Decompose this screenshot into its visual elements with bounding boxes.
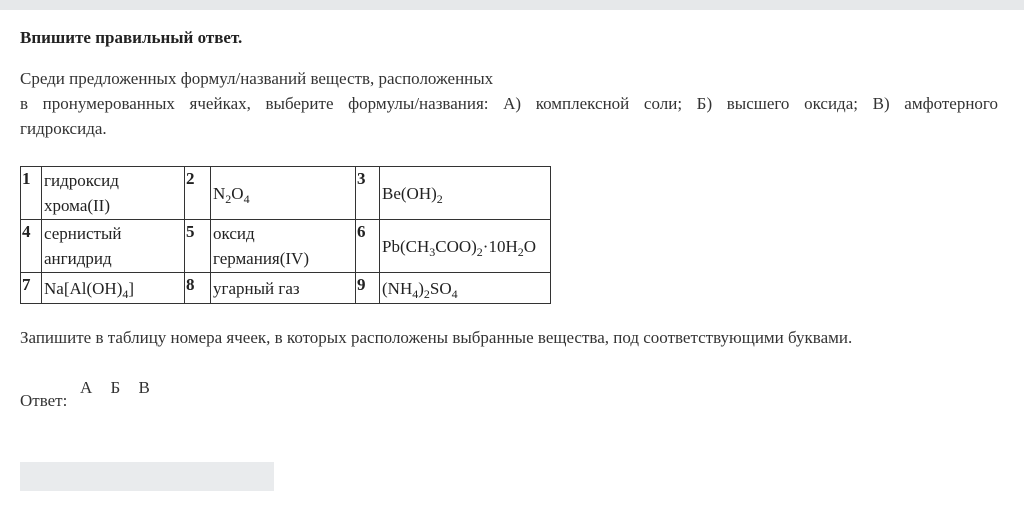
answer-label: Ответ: — [20, 391, 68, 410]
cell-number: 6 — [356, 220, 380, 273]
cell-number: 5 — [185, 220, 211, 273]
answer-letter-a: А — [80, 378, 93, 397]
cell-substance: угарный газ — [211, 273, 356, 304]
cell-number: 7 — [21, 273, 42, 304]
answer-letter-b: Б — [110, 378, 121, 397]
task-footer-text: Запишите в таблицу номера ячеек, в которых расположены выбранные вещества, под соответствующими буквами. — [20, 328, 853, 347]
cell-substance: гидроксид хрома(II) — [42, 167, 185, 220]
answer-input[interactable] — [20, 462, 274, 491]
task-line-1: Среди предложенных формул/названий веществ, расположенных — [20, 69, 494, 88]
cell-number: 3 — [356, 167, 380, 220]
instruction-heading: Впишите правильный ответ. — [20, 28, 243, 47]
cell-number: 9 — [356, 273, 380, 304]
task-description — [20, 66, 998, 141]
cell-substance: $Be(OH)_2$ — [380, 167, 551, 220]
cell-substance: $Na[Al(OH)_4]$ — [42, 273, 185, 304]
task-line-2: в пронумерованных ячейках, выберите формулы/названия: А) комплексной соли; Б) высшего оксида; В) амфотерного — [20, 94, 998, 113]
table-row — [21, 167, 551, 220]
cell-number: 4 — [21, 220, 42, 273]
cell-substance: $N_2O_4$ — [211, 167, 356, 220]
cell-substance: $(NH_4)_2SO_4$ — [380, 273, 551, 304]
answer-letter-v: В — [138, 378, 150, 397]
cell-substance: оксид германия(IV) — [211, 220, 356, 273]
cell-substance: сернистый ангидрид — [42, 220, 185, 273]
cell-number: 8 — [185, 273, 211, 304]
cell-number: 2 — [185, 167, 211, 220]
table-row — [21, 220, 551, 273]
table-row — [21, 273, 551, 304]
cell-substance: $Pb(CH_3COO)_2\cdot 10H_2O$ — [380, 220, 551, 273]
cell-number: 1 — [21, 167, 42, 220]
top-bar — [0, 0, 1024, 10]
answer-letters — [80, 378, 164, 398]
substances-table — [20, 166, 551, 304]
task-line-3: гидроксида. — [20, 119, 107, 138]
